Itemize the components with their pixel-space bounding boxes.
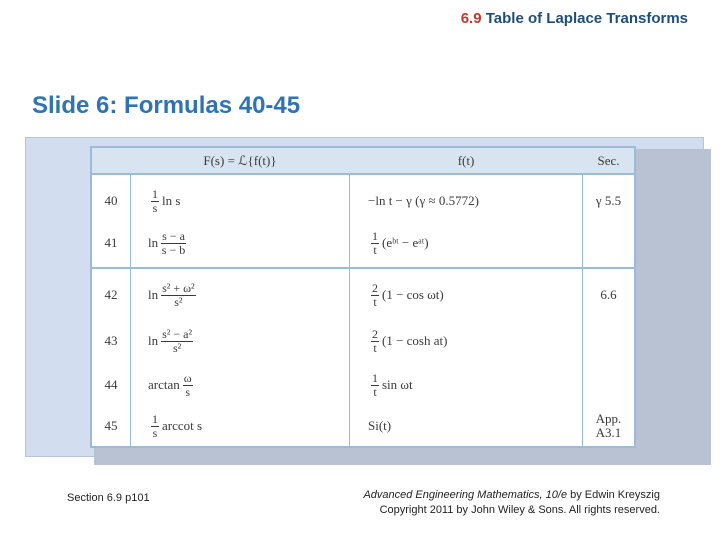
fraction-numerator: 2	[372, 280, 378, 295]
fraction-denominator: s	[152, 425, 158, 440]
laplace-table	[90, 146, 636, 448]
function-cell	[350, 365, 582, 405]
function-expression: −ln t − γ (γ ≈ 0.5772)	[368, 193, 479, 208]
transform-prefix: ln	[148, 235, 159, 250]
fraction-denominator: s	[152, 200, 158, 215]
transform-cell	[131, 222, 349, 264]
function-expression: (eᵇᵗ − eᵃᵗ)	[382, 235, 429, 250]
fraction-denominator: t	[373, 294, 377, 309]
transform-suffix: ln s	[162, 193, 181, 208]
transform-fraction	[183, 372, 193, 399]
table-row	[92, 365, 634, 405]
fraction-denominator: t	[373, 340, 377, 355]
transform-cell	[131, 272, 349, 318]
function-expression: (1 − cosh at)	[382, 333, 448, 348]
function-cell	[350, 222, 582, 264]
header-cell-function: f(t)	[457, 152, 475, 168]
transform-cell	[131, 406, 349, 446]
function-fraction	[371, 328, 379, 355]
transform-fraction	[151, 413, 159, 440]
fraction-denominator: s	[185, 384, 191, 399]
fraction-numerator: ω	[183, 370, 192, 385]
transform-cell	[131, 319, 349, 363]
function-fraction	[371, 282, 379, 309]
formula-number: 40	[104, 193, 118, 208]
formula-number: 43	[104, 333, 118, 348]
formula-number: 42	[104, 287, 118, 302]
transform-cell	[131, 365, 349, 405]
header-cell-transform: F(s) = ℒ{f(t)}	[203, 152, 277, 168]
function-expression: sin ωt	[382, 377, 413, 392]
book-title: Advanced Engineering Mathematics, 10/e	[363, 489, 568, 501]
section-ref	[583, 222, 634, 264]
transform-fraction	[161, 328, 193, 355]
transform-fraction	[161, 282, 196, 309]
transform-prefix: ln	[148, 333, 159, 348]
fraction-denominator: t	[373, 384, 377, 399]
transform-cell	[131, 182, 349, 220]
function-expression: (1 − cos ωt)	[382, 287, 444, 302]
transform-suffix: arccot s	[162, 418, 203, 433]
transform-fraction	[161, 230, 186, 257]
fraction-numerator: 1	[372, 370, 378, 385]
header-cell-number	[92, 148, 130, 173]
section-ref	[583, 365, 634, 405]
section-number: 6.9	[460, 10, 482, 27]
transform-fraction	[151, 188, 159, 215]
table-row	[92, 272, 634, 318]
transform-prefix: ln	[148, 287, 159, 302]
fraction-numerator: 1	[372, 228, 378, 243]
fraction-numerator: 1	[152, 411, 158, 426]
group-separator	[92, 267, 634, 269]
table-header-row	[92, 148, 634, 175]
fraction-numerator: s² + ω²	[162, 280, 195, 295]
fraction-denominator: s²	[174, 294, 183, 309]
fraction-denominator: s − b	[161, 242, 186, 257]
fraction-numerator: s − a	[162, 228, 185, 243]
section-header	[461, 10, 688, 27]
transform-prefix: arctan	[148, 377, 180, 392]
section-title: Table of Laplace Transforms	[485, 10, 688, 27]
function-fraction	[371, 372, 379, 399]
section-ref	[583, 319, 634, 363]
copyright-line: Copyright 2011 by John Wiley & Sons. All rights reserved.	[379, 504, 660, 516]
function-cell	[350, 406, 582, 446]
function-cell	[350, 272, 582, 318]
function-cell	[350, 319, 582, 363]
function-expression: Si(t)	[368, 418, 392, 433]
book-author: by Edwin Kreyszig	[567, 489, 660, 501]
fraction-numerator: 1	[152, 186, 158, 201]
function-fraction	[371, 230, 379, 257]
slide-title: Slide 6: Formulas 40-45	[32, 92, 301, 119]
table-row	[92, 222, 634, 264]
copyright-notice	[300, 488, 660, 518]
fraction-denominator: s²	[172, 340, 182, 355]
table-row	[92, 319, 634, 363]
table-row	[92, 182, 634, 220]
section-reference: Section 6.9 p101	[67, 492, 150, 504]
fraction-numerator: 2	[372, 326, 378, 341]
formula-number: 41	[104, 235, 118, 250]
section-ref: 6.6	[600, 287, 617, 302]
function-cell	[350, 182, 582, 220]
fraction-denominator: t	[373, 242, 377, 257]
section-ref: γ 5.5	[595, 193, 622, 208]
table-row	[92, 406, 634, 446]
formula-number: 44	[104, 377, 118, 392]
fraction-numerator: s² − a²	[162, 326, 193, 341]
section-ref: App. A3.1	[595, 411, 622, 440]
header-cell-section: Sec.	[597, 152, 620, 168]
formula-number: 45	[104, 418, 118, 433]
